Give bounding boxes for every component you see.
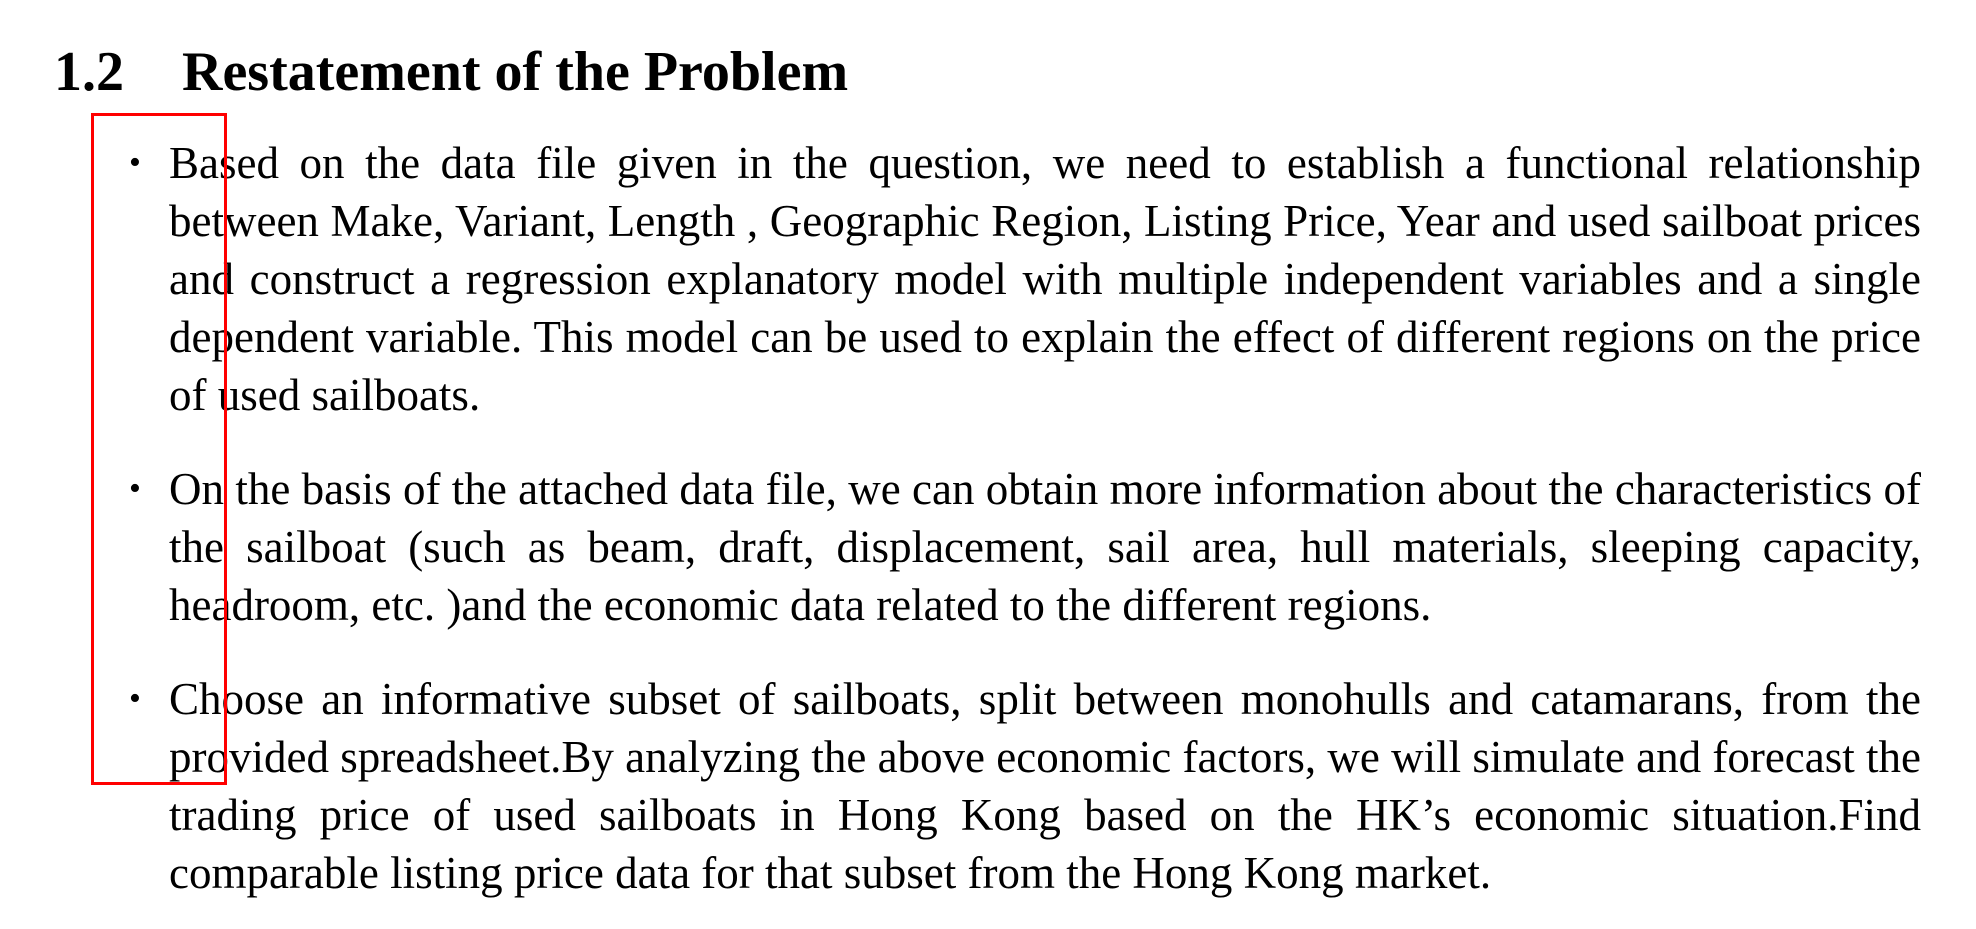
bullet-text: On the basis of the attached data file, we can obtain more information about the characteristics of the sailboat (such as beam, draft, displacement, sail area, hull materials, sleeping capacity, headroom, etc. )and the economic data related to the different regions. bbox=[169, 464, 1921, 630]
section-heading bbox=[54, 42, 848, 102]
bullet-item bbox=[129, 134, 1921, 424]
bullet-text: Based on the data file given in the question, we need to establish a functional relationship between Make, Variant, Length , Geographic Region, Listing Price, Year and used sailboat prices and construct a regression explanatory model with multiple independent variables and a single dependent variable. This model can be used to explain the effect of different regions on the price of used sailboats. bbox=[169, 138, 1921, 420]
bullet-dot-icon: • bbox=[129, 680, 141, 717]
bullet-item bbox=[129, 670, 1921, 902]
bullet-dot-icon: • bbox=[129, 470, 141, 507]
bullet-text: Choose an informative subset of sailboats, split between monohulls and catamarans, from the provided spreadsheet.By analyzing the above economic factors, we will simulate and forecast the trading price of used sailboats in Hong Kong based on the HK’s economic situation.Find comparable listing price data for that subset from the Hong Kong market. bbox=[169, 674, 1921, 898]
bullet-item bbox=[129, 460, 1921, 634]
bullet-dot-icon: • bbox=[129, 144, 141, 181]
section-title: Restatement of the Problem bbox=[182, 41, 849, 103]
section-number: 1.2 bbox=[54, 41, 124, 103]
